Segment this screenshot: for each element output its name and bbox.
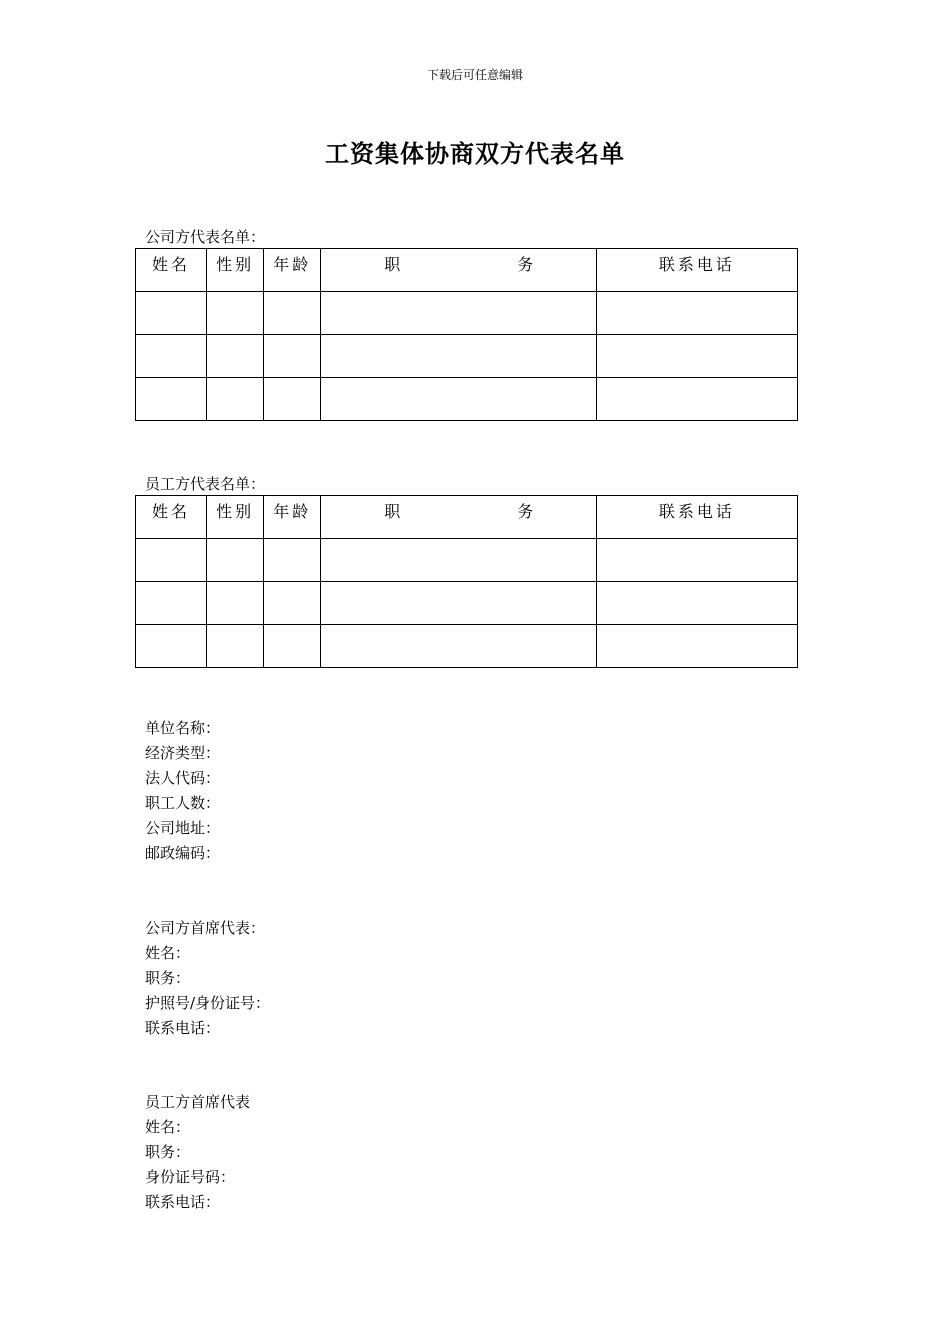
company-chief-phone-label: 联系电话：	[145, 1019, 221, 1037]
cell-age[interactable]	[264, 582, 321, 625]
cell-age[interactable]	[264, 292, 321, 335]
table-row	[136, 378, 798, 421]
unit-name-label: 单位名称：	[145, 719, 221, 737]
header-duty-right: 务	[517, 255, 537, 274]
cell-name[interactable]	[136, 292, 207, 335]
cell-sex[interactable]	[207, 292, 264, 335]
cell-age[interactable]	[264, 539, 321, 582]
table-row	[136, 625, 798, 668]
cell-duty[interactable]	[321, 582, 596, 625]
cell-duty[interactable]	[321, 378, 596, 421]
cell-duty[interactable]	[321, 625, 596, 668]
cell-age[interactable]	[264, 378, 321, 421]
employee-table-label: 员工方代表名单：	[145, 475, 266, 493]
header-duty-right: 务	[517, 502, 537, 521]
company-chief-duty-label: 职务：	[145, 969, 191, 987]
cell-phone[interactable]	[596, 539, 797, 582]
employee-chief-id-label: 身份证号码：	[145, 1168, 236, 1186]
header-age: 年龄	[264, 249, 321, 292]
cell-name[interactable]	[136, 378, 207, 421]
employee-chief-duty-label: 职务：	[145, 1143, 191, 1161]
cell-sex[interactable]	[207, 625, 264, 668]
header-name: 姓名	[136, 249, 207, 292]
cell-name[interactable]	[136, 582, 207, 625]
cell-phone[interactable]	[596, 335, 797, 378]
cell-duty[interactable]	[321, 539, 596, 582]
header-duty	[321, 496, 596, 539]
cell-phone[interactable]	[596, 292, 797, 335]
header-duty-left: 职	[384, 502, 404, 521]
company-chief-name-label: 姓名：	[145, 944, 191, 962]
table-row	[136, 292, 798, 335]
cell-name[interactable]	[136, 335, 207, 378]
header-sex: 性别	[207, 249, 264, 292]
table-row	[136, 539, 798, 582]
cell-age[interactable]	[264, 335, 321, 378]
legal-code-label: 法人代码：	[145, 769, 221, 787]
unit-info-block	[145, 716, 220, 866]
company-chief-block	[145, 916, 270, 1041]
company-representatives-table	[135, 248, 798, 421]
table-header-row	[136, 496, 798, 539]
cell-name[interactable]	[136, 539, 207, 582]
employee-chief-phone-label: 联系电话：	[145, 1193, 221, 1211]
company-address-label: 公司地址：	[145, 819, 221, 837]
header-age: 年龄	[264, 496, 321, 539]
cell-phone[interactable]	[596, 582, 797, 625]
company-chief-heading: 公司方首席代表：	[145, 919, 266, 937]
employee-chief-name-label: 姓名：	[145, 1118, 191, 1136]
header-duty-left: 职	[384, 255, 404, 274]
header-duty	[321, 249, 596, 292]
cell-phone[interactable]	[596, 378, 797, 421]
header-note: 下载后可任意编辑	[426, 68, 523, 82]
header-phone: 联系电话	[596, 496, 797, 539]
employee-count-label: 职工人数：	[145, 794, 221, 812]
header-name: 姓名	[136, 496, 207, 539]
cell-duty[interactable]	[321, 292, 596, 335]
company-table-label: 公司方代表名单：	[145, 228, 266, 246]
table-row	[136, 582, 798, 625]
cell-name[interactable]	[136, 625, 207, 668]
document-title: 工资集体协商双方代表名单	[325, 139, 625, 168]
company-chief-id-label: 护照号/身份证号：	[145, 994, 271, 1012]
cell-phone[interactable]	[596, 625, 797, 668]
cell-sex[interactable]	[207, 378, 264, 421]
cell-sex[interactable]	[207, 582, 264, 625]
employee-chief-heading: 员工方首席代表	[145, 1093, 251, 1111]
postal-code-label: 邮政编码：	[145, 844, 221, 862]
header-phone: 联系电话	[596, 249, 797, 292]
cell-duty[interactable]	[321, 335, 596, 378]
economic-type-label: 经济类型：	[145, 744, 221, 762]
employee-chief-block	[145, 1090, 250, 1215]
cell-sex[interactable]	[207, 335, 264, 378]
table-row	[136, 335, 798, 378]
employee-representatives-table	[135, 495, 798, 668]
table-header-row	[136, 249, 798, 292]
cell-sex[interactable]	[207, 539, 264, 582]
cell-age[interactable]	[264, 625, 321, 668]
header-sex: 性别	[207, 496, 264, 539]
